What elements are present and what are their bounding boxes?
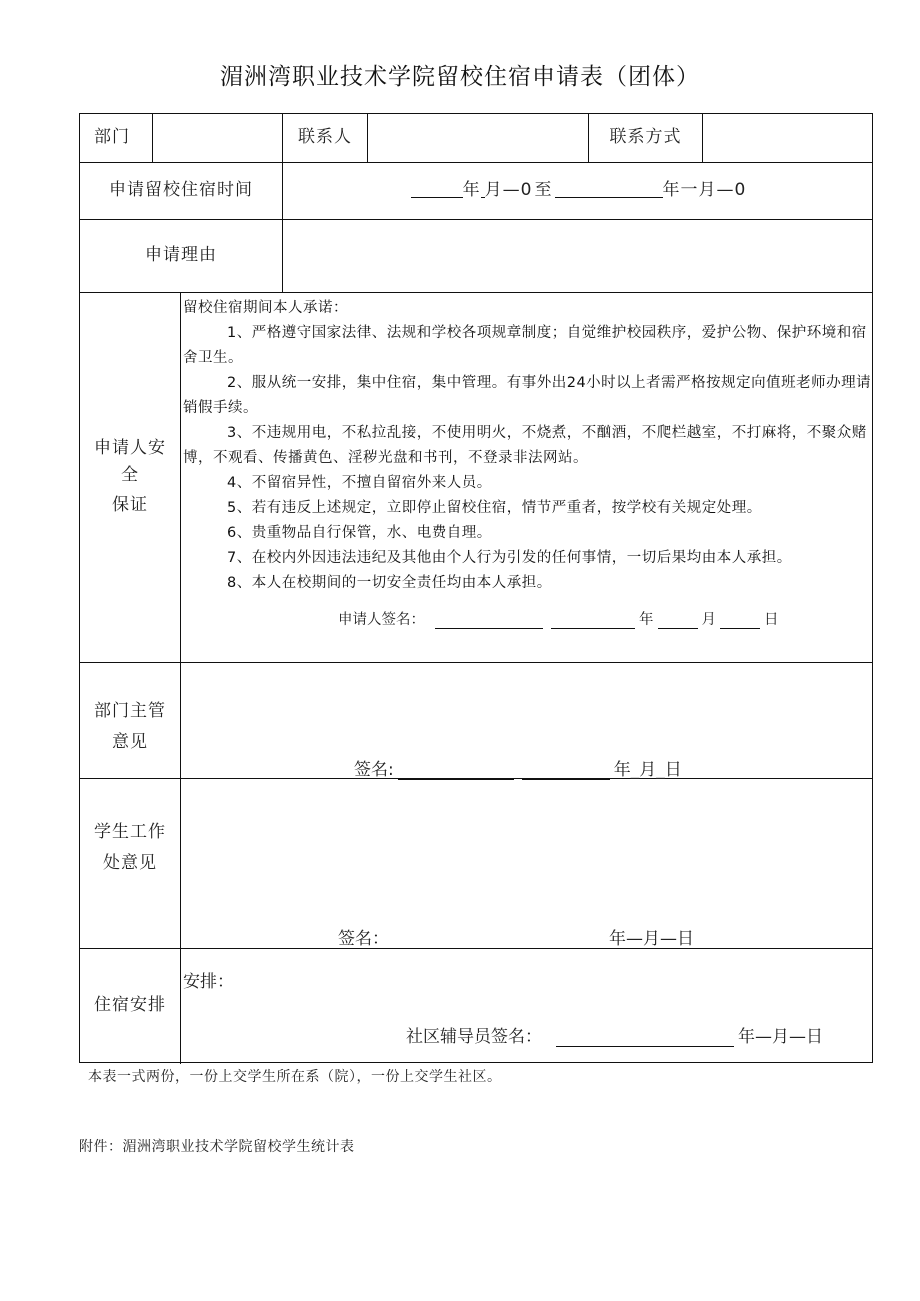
counselor-signature-blank[interactable]	[556, 1030, 734, 1047]
promise-item: 7、在校内外因违法违纪及其他由个人行为引发的任何事情，一切后果均由本人承担。	[227, 550, 792, 566]
end-year-blank[interactable]	[555, 183, 663, 198]
dept-supervisor-label	[80, 662, 180, 778]
reason-input[interactable]	[283, 219, 874, 292]
dept-supervisor-date: 年_月_日	[613, 760, 682, 780]
dept-supervisor-year-blank[interactable]	[522, 763, 610, 780]
applicant-year-unit: 年	[639, 612, 654, 628]
promise-item: 5、若有违反上述规定，立即停止留校住宿，情节严重者，按学校有关规定处理。	[227, 500, 762, 516]
student-affairs-signature-blank[interactable]	[393, 932, 509, 949]
student-affairs-opinion-input[interactable]	[181, 779, 874, 919]
student-affairs-year-blank[interactable]	[517, 932, 605, 949]
counselor-signature-row	[406, 1022, 823, 1047]
student-affairs-date: 年—月—日	[609, 929, 694, 949]
applicant-signature-row	[338, 608, 779, 629]
applicant-month-blank[interactable]	[658, 612, 698, 629]
promise-item: 3、不违规用电，不私拉乱接，不使用明火，不烧煮，不酗酒，不爬栏越室，不打麻将，不聚众赌博，不观看、传播黄色、淫秽光盘和书刊，不登录非法网站。	[183, 425, 867, 466]
promise-item: 2、服从统一安排，集中住宿，集中管理。有事外出24小时以上者需严格按规定向值班老师办理请销假手续。	[183, 375, 872, 416]
dept-supervisor-opinion-input[interactable]	[181, 663, 874, 753]
contact-method-label: 联系方式	[609, 127, 682, 148]
department-label: 部门	[94, 127, 130, 148]
counselor-signature-label: 社区辅导员签名：	[406, 1027, 542, 1047]
promise-text	[183, 296, 873, 596]
applicant-month-unit: 月	[701, 612, 716, 628]
promise-item: 8、本人在校期间的一切安全责任均由本人承担。	[227, 575, 552, 591]
student-affairs-label-line2: 处意见	[103, 853, 157, 873]
applicant-signature-label: 申请人签名：	[338, 612, 425, 628]
promise-item: 6、贵重物品自行保管，水、电费自理。	[227, 525, 492, 541]
dept-supervisor-signature-blank[interactable]	[398, 763, 514, 780]
attachment-note: 附件：湄洲湾职业技术学院留校学生统计表	[79, 1139, 355, 1155]
applicant-day-unit: 日	[764, 612, 779, 628]
dept-supervisor-label-line1: 部门主管	[94, 700, 166, 721]
arrangement-label-text: 安排：	[183, 972, 234, 992]
applicant-year-blank[interactable]	[551, 612, 635, 629]
counselor-date: 年—月—日	[738, 1027, 823, 1047]
safety-label-line3: 保证	[112, 495, 148, 516]
stay-period-label: 申请留校住宿时间	[109, 179, 253, 200]
applicant-day-blank[interactable]	[720, 612, 760, 629]
dept-supervisor-label-line2: 意见	[112, 732, 148, 752]
student-affairs-signature-label: 签名：	[338, 929, 389, 949]
promise-item: 4、不留宿异性，不擅自留宿外来人员。	[227, 475, 492, 491]
safety-label-line1: 申请人安	[94, 438, 166, 459]
to-separator: 至	[534, 179, 553, 200]
reason-label: 申请理由	[145, 244, 217, 265]
student-affairs-label-line1: 学生工作	[94, 821, 166, 842]
contact-method-input[interactable]	[703, 114, 874, 162]
student-affairs-signature-row	[338, 924, 694, 949]
contact-person-label: 联系人	[298, 127, 352, 148]
end-date-units: 年一月—0	[662, 179, 747, 200]
start-year-unit: 年	[462, 179, 481, 200]
footnote: 本表一式两份，一份上交学生所在系（院），一份上交学生社区。	[88, 1069, 502, 1085]
promise-item: 1、严格遵守国家法律、法规和学校各项规章制度；自觉维护校园秩序，爱护公物、保护环境和宿舍卫生。	[183, 325, 867, 366]
dept-supervisor-signature-row	[354, 755, 682, 780]
form-title: 湄洲湾职业技术学院留校住宿申请表（团体）	[220, 64, 700, 90]
application-form-table	[79, 113, 873, 1063]
contact-person-input[interactable]	[368, 114, 588, 162]
row-divider	[80, 292, 872, 293]
accommodation-label: 住宿安排	[94, 995, 166, 1016]
arrangement-input[interactable]	[181, 990, 874, 1020]
start-month-day: 月—0	[484, 179, 533, 200]
applicant-signature-blank[interactable]	[435, 612, 543, 629]
promise-intro: 留校住宿期间本人承诺：	[183, 300, 348, 316]
department-input[interactable]	[153, 114, 282, 162]
arrangement-label	[183, 967, 234, 992]
safety-guarantee-label	[80, 292, 180, 662]
start-year-blank[interactable]	[411, 183, 463, 198]
dept-supervisor-signature-label: 签名:	[354, 760, 394, 780]
stay-period-field[interactable]	[283, 162, 874, 219]
student-affairs-label	[80, 778, 180, 948]
safety-label-line2: 全	[121, 464, 139, 485]
